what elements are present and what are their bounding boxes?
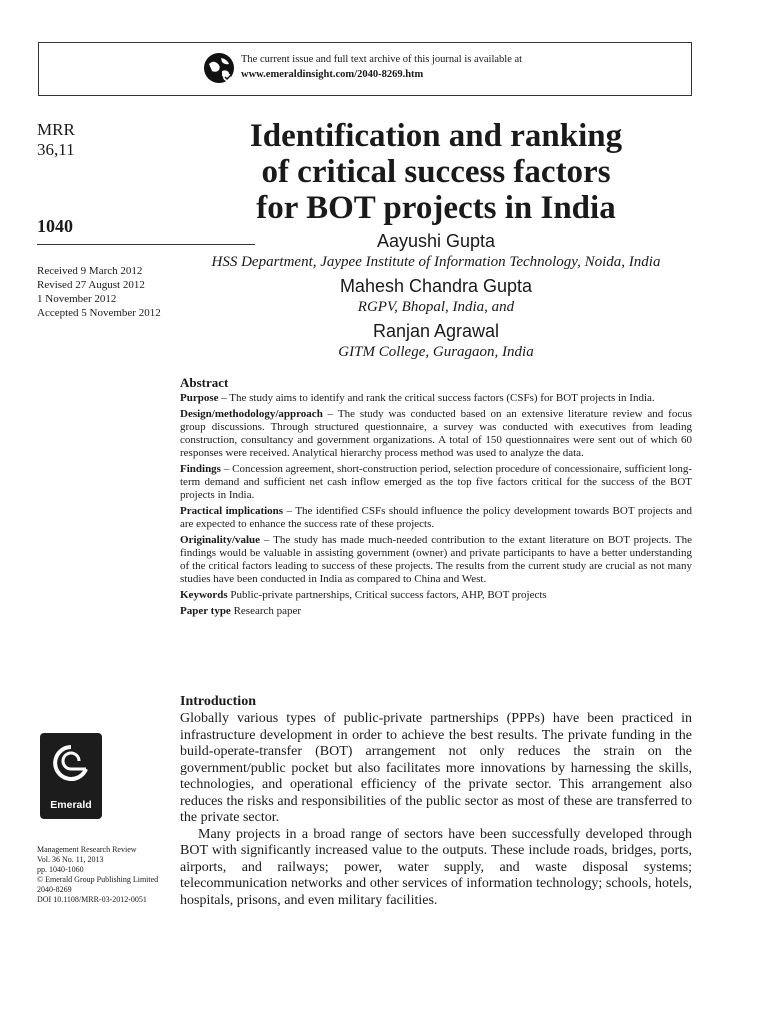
emerald-logo: [40, 733, 102, 819]
section-label: Practical implications: [180, 505, 284, 517]
journal-abbreviation: MRR: [37, 120, 75, 139]
date-received: Received 9 March 2012: [37, 265, 143, 277]
author-affiliation: HSS Department, Jaypee Institute of Information Technology, Noida, India: [211, 254, 661, 270]
title-line: Identification and ranking: [249, 118, 623, 154]
section-text: – The study aims to identify and rank the critical success factors (CSFs) for BOT projects in India.: [218, 392, 655, 404]
journal-info: [37, 120, 177, 160]
date-accepted: Accepted 5 November 2012: [37, 307, 161, 319]
citation-line: DOI 10.1108/MRR-03-2012-0051: [37, 895, 147, 904]
abstract-design: [180, 408, 692, 460]
author-affiliation: GITM College, Guragaon, India: [338, 344, 534, 360]
journal-banner: [38, 42, 692, 96]
introduction: [180, 694, 692, 909]
emerald-logo-icon: [49, 741, 93, 791]
section-label: Originality/value: [180, 534, 261, 546]
author-list: [180, 230, 692, 365]
section-text: Public-private partnerships, Critical success factors, AHP, BOT projects: [227, 589, 547, 601]
abstract-findings: [180, 463, 692, 502]
author-name: Mahesh Chandra Gupta: [339, 276, 533, 296]
section-label: Purpose: [180, 392, 219, 404]
introduction-heading: Introduction: [180, 694, 256, 709]
banner-text: The current issue and full text archive of this journal is available at: [241, 54, 523, 65]
paragraph: Globally various types of public-private partnerships (PPPs) have been practiced in infrastructure development in order to achieve the best results. The private funding in the build-operate-transfer (BOT) arrangement not only reduces the strain on the government/public pocket but also facilitates more innovations by harnessing the skills, technologies, and operational efficiency of the private sector. This arrangement also reduces the risks and responsibilities of the public sector as most of these are transferred to the private sector.: [180, 711, 692, 825]
title-line: of critical success factors: [261, 154, 611, 190]
citation-line: 2040-8269: [37, 885, 72, 894]
section-label: Design/methodology/approach: [180, 408, 323, 420]
page-number: 1040: [37, 216, 73, 236]
abstract-keywords: [180, 589, 692, 602]
section-label: Findings: [180, 463, 221, 475]
globe-icon: [203, 52, 235, 84]
section-label: Keywords: [180, 589, 228, 601]
section-text: – The study has made much-needed contribution to the extant literature on BOT projects. The findings would be valuable in assisting government (owner) and private participants to have a better understanding of the critical factors leading to success of these projects. The results from the current study are crucial as not many studies have been conducted in India as compared to China and West.: [180, 534, 692, 585]
section-text: Research paper: [230, 605, 302, 617]
logo-label: Emerald: [50, 799, 92, 811]
abstract-paper-type: [180, 605, 692, 618]
citation-line: Vol. 36 No. 11, 2013: [37, 855, 104, 864]
section-label: Paper type: [180, 605, 231, 617]
citation-line: © Emerald Group Publishing Limited: [37, 875, 159, 884]
date-revised-2: 1 November 2012: [37, 293, 117, 305]
author-name: Ranjan Agrawal: [372, 321, 500, 341]
history-dates: [37, 264, 161, 320]
abstract-originality: [180, 534, 692, 586]
abstract: [180, 376, 692, 621]
date-revised: Revised 27 August 2012: [37, 279, 145, 291]
author-name: Aayushi Gupta: [376, 231, 496, 251]
abstract-heading: Abstract: [180, 375, 229, 390]
section-text: – The identified CSFs should influence the policy development towards BOT projects and are expected to enhance the success rate of these projects.: [180, 505, 693, 530]
section-text: – Concession agreement, short-construction period, selection procedure of concessionaire, sufficient long-term demand and sufficient net cash inflow emerged as the top five factors critical for the success of the BOT projects in India.: [180, 463, 692, 501]
citation-info: [37, 845, 177, 905]
title-line: for BOT projects in India: [256, 190, 616, 226]
citation-line: pp. 1040-1060: [37, 865, 84, 874]
abstract-implications: [180, 505, 692, 531]
abstract-purpose: [180, 392, 692, 405]
paper-title: [196, 118, 676, 226]
author-affiliation: RGPV, Bhopal, India, and: [357, 299, 515, 315]
citation-line: Management Research Review: [37, 845, 137, 854]
paragraph: Many projects in a broad range of sectors have been successfully developed through BOT with significantly increased value to the outputs. These include roads, bridges, ports, airports, and railways; power, water supply, and waste disposal systems; telecommunication networks and other services of information technology; schools, hotels, hospitals, prisons, and even military facilities.: [180, 826, 692, 908]
journal-volume: 36,11: [37, 140, 75, 159]
journal-url-link[interactable]: www.emeraldinsight.com/2040-8269.htm: [241, 69, 424, 80]
section-text: – The study was conducted based on an extensive literature review and focus group discussions. Through structured questionnaire, a survey was conducted with executives from leading construction, consultancy and government organizations. A total of 150 questionnaires were sent out of which 60 responses were received. Analytical hierarchy process method was used to analyze the data.: [180, 408, 692, 459]
